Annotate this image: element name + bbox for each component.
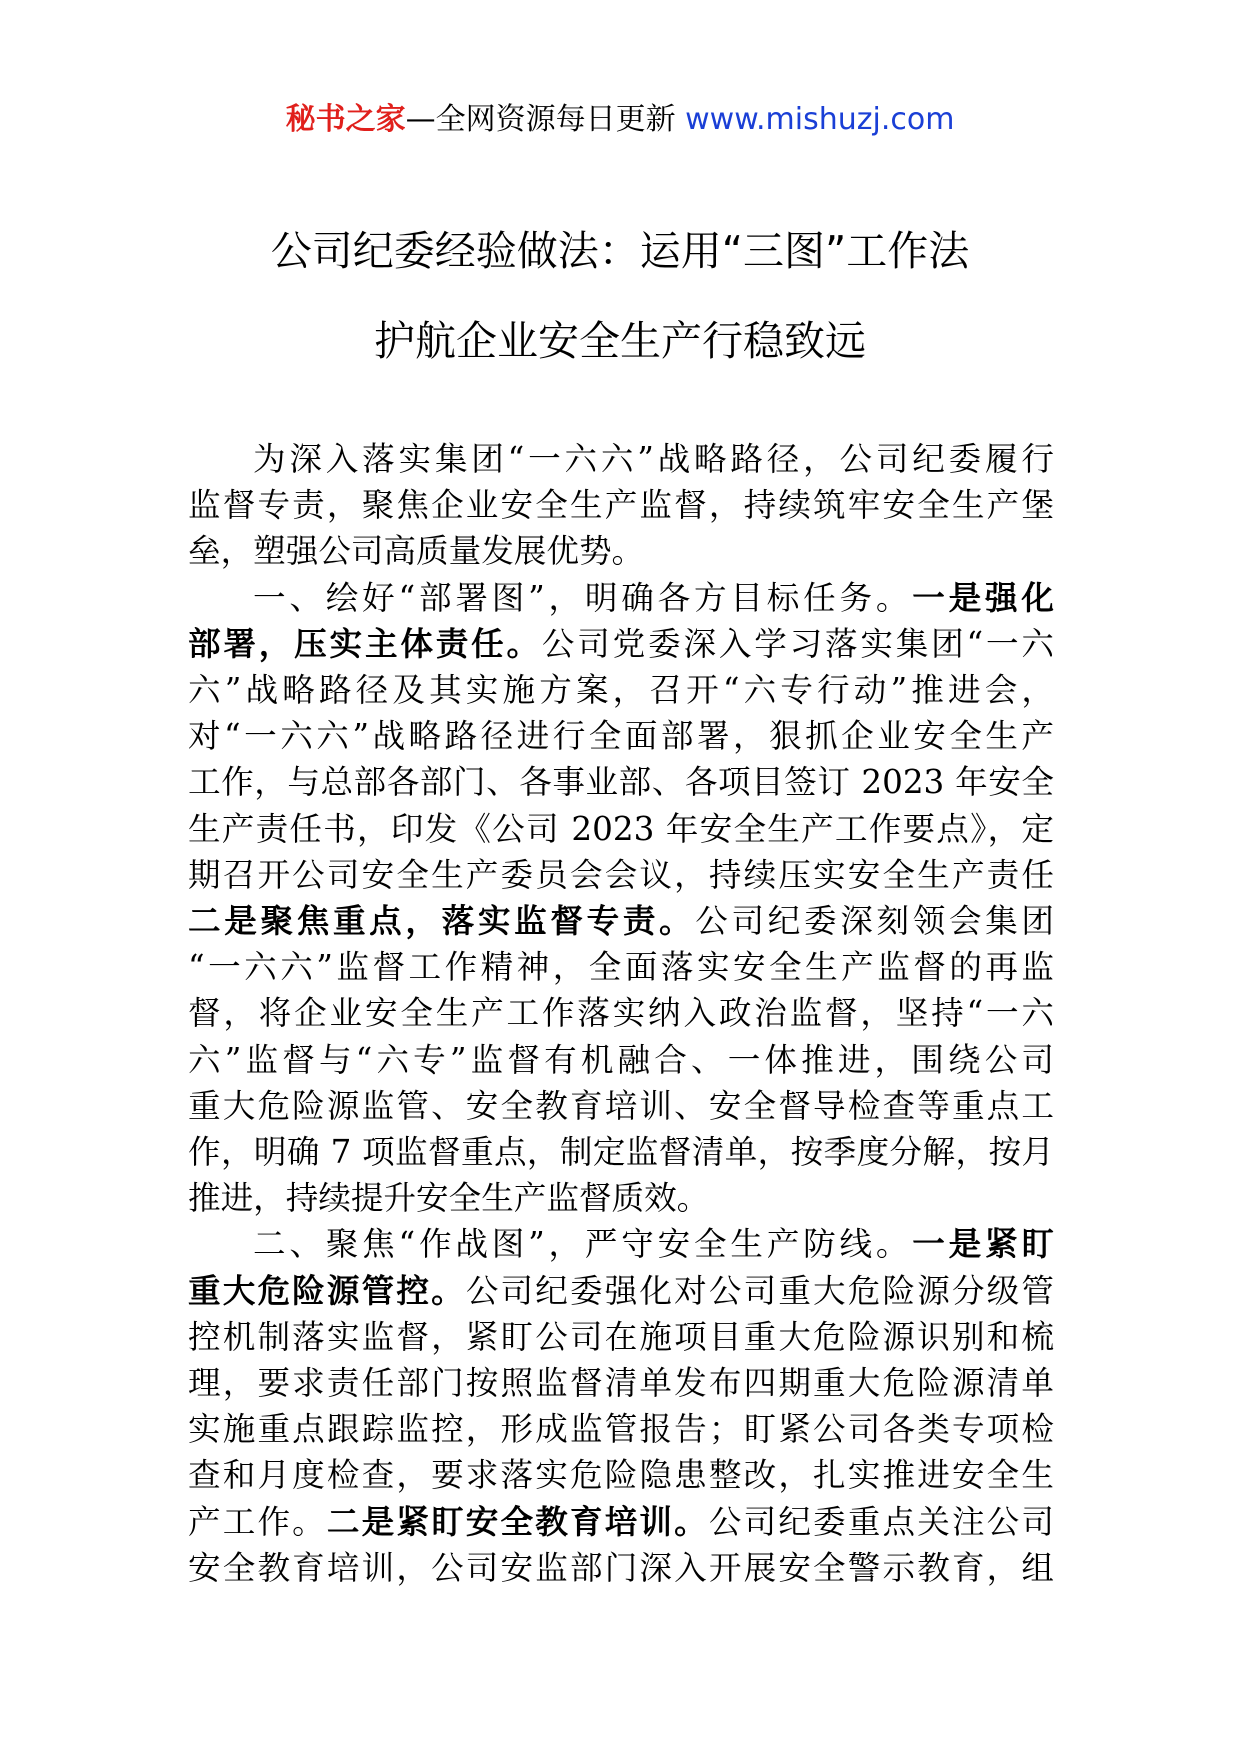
bold-lead: 一是强化 (912, 577, 1054, 617)
body-line: 工作，与总部各部门、各事业部、各项目签订 2023 年安全 (188, 763, 1054, 802)
body-line: 期召开公司安全生产委员会会议，持续压实安全生产责任 (188, 855, 1054, 894)
body-line: 理，要求责任部门按照监督清单发布四期重大危险源清单 (188, 1364, 1054, 1403)
body-run: 公司纪委强化对公司重大危险源分级管 (465, 1271, 1054, 1310)
document-body (188, 436, 1054, 1591)
body-line: 作，明确 7 项监督重点，制定监督清单，按季度分解，按月 (188, 1133, 1054, 1172)
body-line: 督，将企业安全生产工作落实纳入政治监督，坚持“一六 (188, 994, 1054, 1033)
title-line-1: 公司纪委经验做法：运用“三图”工作法 (270, 227, 970, 275)
brand-name: 秘书之家 (285, 102, 406, 137)
body-line: 六”监督与“六专”监督有机融合、一体推进，围绕公司 (188, 1040, 1054, 1079)
bold-lead: 重大危险源管控。 (188, 1270, 466, 1310)
body-run: 公司党委深入学习落实集团“一六 (541, 624, 1054, 663)
site-url-link[interactable]: www.mishuzj.com (685, 102, 955, 137)
body-line (188, 575, 1054, 621)
body-line (188, 1499, 1054, 1545)
body-run: 产工作。 (188, 1502, 327, 1541)
body-line: 推进，持续提升安全生产监督质效。 (188, 1179, 710, 1218)
body-line: 垒，塑强公司高质量发展优势。 (188, 532, 645, 571)
title-line-2: 护航企业安全生产行稳致远 (374, 317, 866, 365)
body-line: 实施重点跟踪监控，形成监管报告；盯紧公司各类专项检 (188, 1410, 1054, 1449)
body-line: 安全教育培训，公司安监部门深入开展安全警示教育，组 (188, 1548, 1054, 1587)
bold-lead: 二是紧盯安全教育培训。 (326, 1501, 709, 1541)
body-line (188, 1221, 1054, 1267)
body-line: 查和月度检查，要求落实危险隐患整改，扎实推进安全生 (188, 1456, 1054, 1495)
body-line: 控机制落实监督，紧盯公司在施项目重大危险源识别和梳 (188, 1317, 1054, 1356)
body-line: 重大危险源监管、安全教育培训、安全督导检查等重点工 (188, 1086, 1054, 1125)
body-line: 监督专责，聚焦企业安全生产监督，持续筑牢安全生产堡 (188, 486, 1054, 525)
body-run: 公司纪委深刻领会集团 (695, 902, 1054, 941)
header-tagline: —全网资源每日更新 (405, 102, 676, 137)
body-line: 六”战略路径及其实施方案，召开“六专行动”推进会， (188, 671, 1054, 710)
body-line: 对“一六六”战略路径进行全面部署，狠抓企业安全生产 (188, 717, 1054, 756)
body-line: 为深入落实集团“一六六”战略路径，公司纪委履行 (253, 440, 1054, 478)
section-two-heading: 二、聚焦“作战图”，严守安全生产防线。 (253, 1225, 913, 1264)
document-title (0, 206, 1240, 386)
section-one-heading: 一、绘好“部署图”，明确各方目标任务。 (253, 578, 913, 617)
body-line (188, 898, 1054, 944)
header-banner (0, 98, 1240, 142)
bold-lead: 部署，压实主体责任。 (188, 623, 542, 663)
body-line (188, 621, 1054, 667)
bold-lead: 二是聚焦重点，落实监督专责。 (188, 901, 696, 941)
body-line: 生产责任书，印发《公司 2023 年安全生产工作要点》，定 (188, 809, 1054, 848)
body-line (188, 1268, 1054, 1314)
body-line: “一六六”监督工作精神，全面落实安全生产监督的再监 (188, 948, 1054, 987)
bold-lead: 一是紧盯 (912, 1224, 1054, 1264)
body-run: 公司纪委重点关注公司 (708, 1502, 1054, 1541)
